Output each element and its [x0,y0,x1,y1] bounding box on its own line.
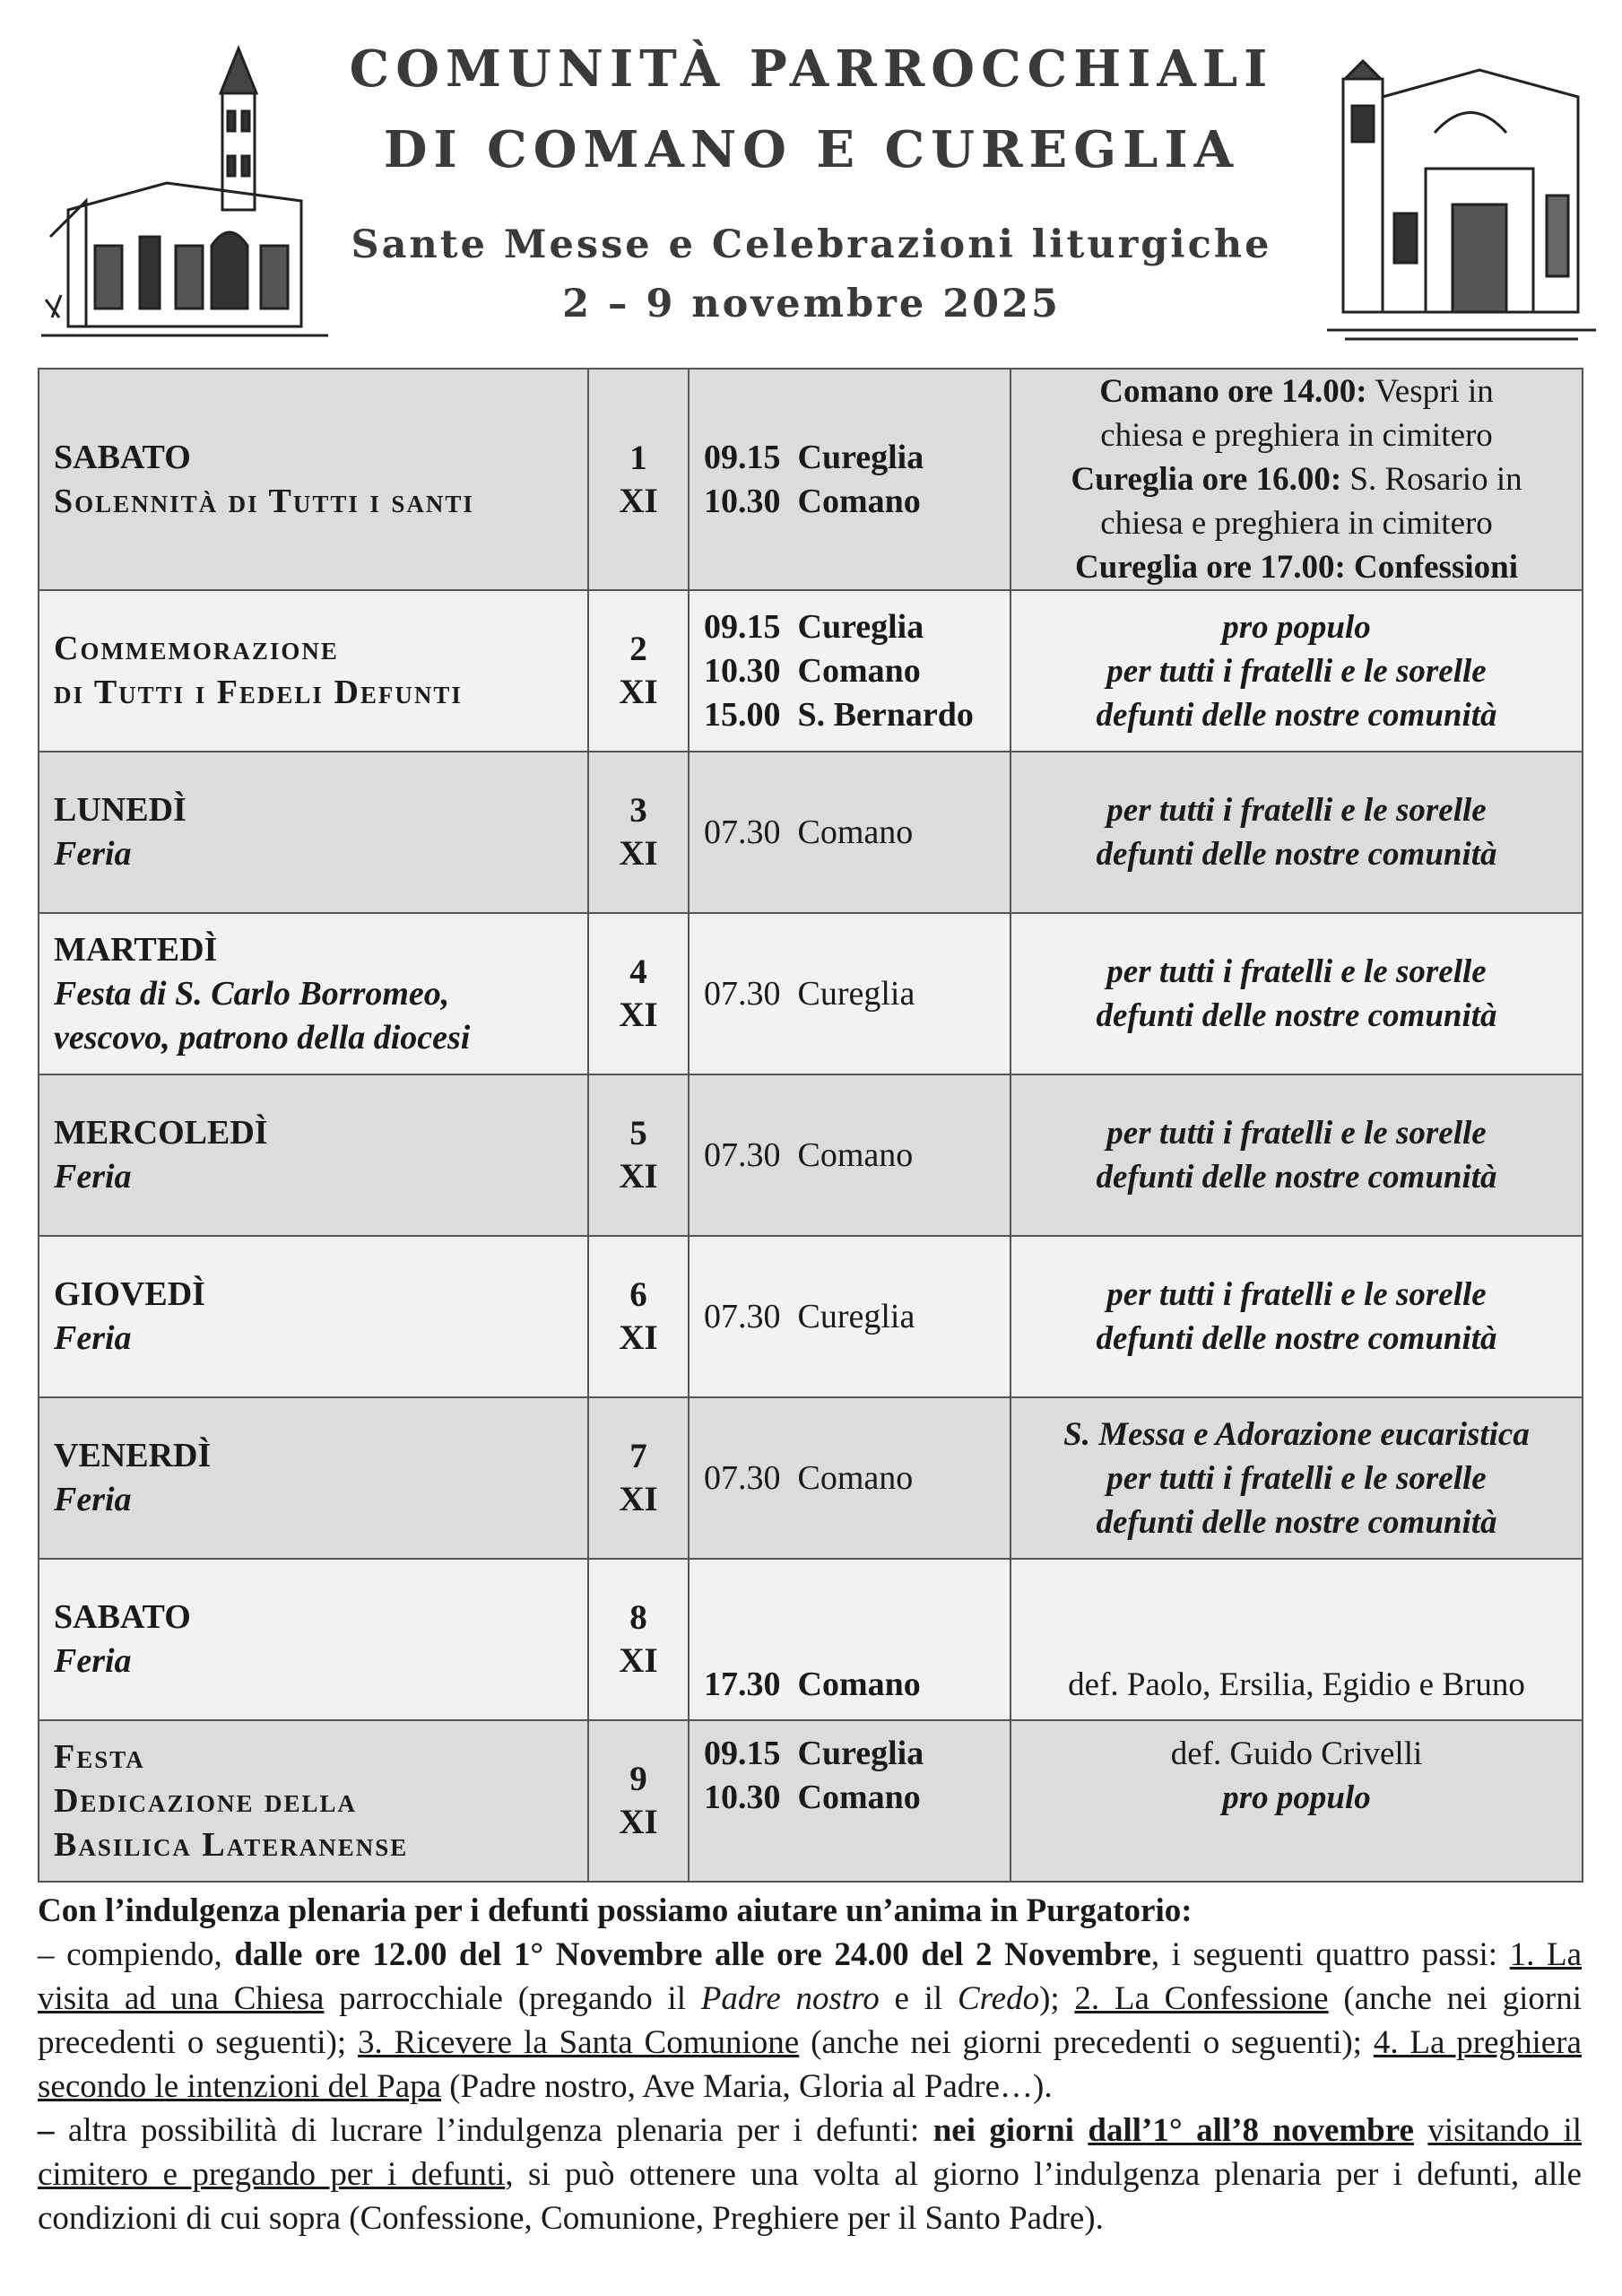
notes-text: e il [879,1980,958,2017]
schedule-row [39,1559,1583,1720]
date-day: 1 [629,438,647,477]
date-month: XI [619,1157,658,1196]
intention-text: defunti delle nostre comunità [1096,696,1497,734]
day-description: Festa [54,1737,145,1776]
intention-text: defunti delle nostre comunità [1096,836,1497,873]
day-description: Feria [54,835,132,873]
day-description: Solennità di Tutti i santi [54,482,474,520]
schedule-row [39,752,1583,913]
intention-text: per tutti i fratelli e le sorelle [1106,953,1487,990]
intentions-cell [1010,752,1583,913]
day-cell [39,1720,588,1882]
schedule-row [39,1236,1583,1397]
intentions-cell [1010,913,1583,1074]
date-cell [588,590,689,752]
notes-paragraph-2 [38,2109,1582,2240]
intention-text: per tutti i fratelli e le sorelle [1106,652,1487,690]
day-description: Feria [54,1319,132,1357]
intention-text: per tutti i fratelli e le sorelle [1106,1276,1487,1313]
mass-time: 09.15 Cureglia [704,1735,924,1772]
event-text: chiesa e preghiera in cimitero [1100,505,1493,542]
intentions-cell [1010,369,1583,590]
notes-text: , i seguenti quattro passi: [1150,1936,1510,1973]
date-month: XI [619,1480,658,1518]
mass-times-cell [689,1559,1010,1720]
intention-text: defunti delle nostre comunità [1096,1320,1497,1357]
schedule-row [39,369,1583,590]
day-cell [39,369,588,590]
mass-times-cell [689,1397,1010,1559]
date-month: XI [619,1318,658,1357]
day-description: Feria [54,1481,132,1518]
schedule-row [39,1074,1583,1236]
mass-times-cell [689,1720,1010,1882]
notes-text: 3. Ricevere la Santa Comunione [358,2024,800,2061]
notes-text: altra possibilità di lucrare l’indulgenza plenaria per i defunti: [67,2112,933,2149]
mass-time: 17.30 Comano [704,1665,921,1703]
notes-paragraph-1 [38,1933,1582,2109]
event-label: Comano ore 14.00: [1099,373,1367,410]
intention-text: def. Paolo, Ersilia, Egidio e Bruno [1068,1666,1525,1703]
mass-time: 10.30 Comano [704,651,921,690]
date-cell [588,1559,689,1720]
date-month: XI [619,1641,658,1680]
notes-text: – [38,2112,68,2149]
intention-text: defunti delle nostre comunità [1096,1503,1497,1541]
day-name: MERCOLEDÌ [54,1114,268,1152]
day-name: SABATO [54,438,191,476]
event-label: Cureglia ore 16.00: [1071,461,1342,498]
date-cell [588,1074,689,1236]
date-day: 3 [629,791,647,830]
intention-text: per tutti i fratelli e le sorelle [1106,1459,1487,1497]
notes-text: dall’1° all’8 novembre [1088,2112,1414,2149]
mass-times-cell [689,590,1010,752]
date-day: 9 [629,1760,647,1798]
notes-text: visitando il cimitero e pregando per i defunti [38,2112,1583,2193]
intention-text: defunti delle nostre comunità [1096,997,1497,1034]
mass-time: 07.30 Comano [704,1135,914,1174]
day-description: Festa di S. Carlo Borromeo, [54,974,450,1013]
mass-times-cell [689,913,1010,1074]
schedule-row [39,913,1583,1074]
date-cell [588,913,689,1074]
intention-text: defunti delle nostre comunità [1096,1159,1497,1196]
notes-text: Padre nostro [700,1980,880,2017]
mass-times-cell [689,752,1010,913]
mass-time: 10.30 Comano [704,482,921,520]
day-name: SABATO [54,1598,191,1636]
day-description: Feria [54,1158,132,1196]
schedule-row [39,1720,1583,1882]
day-cell [39,1559,588,1720]
date-day: 8 [629,1598,647,1637]
intentions-cell [1010,1397,1583,1559]
intention-text: S. Messa e Adorazione eucaristica [1063,1415,1530,1453]
day-cell [39,1074,588,1236]
intention-text: per tutti i fratelli e le sorelle [1106,1115,1487,1152]
notes-heading: Con l’indulgenza plenaria per i defunti possiamo aiutare un’anima in Purgatorio: [38,1892,1193,1929]
church-sketch-right-image [1327,43,1596,352]
day-cell [39,913,588,1074]
notes-text: 1. La visita ad una Chiesa [38,1936,1583,2017]
date-cell [588,1236,689,1397]
notes-text: (Padre nostro, Ave Maria, Gloria al Padre…). [441,2068,1053,2105]
notes-text: , si può ottenere una volta al giorno l’indulgenza plenaria per i defunti, alle condizioni di cui sopra (Confessione, Comunione, Preghiere per il Santo Padre). [38,2156,1582,2237]
parish-title-line2: DI COMANO E CUREGLIA [383,120,1240,179]
day-name: GIOVEDÌ [54,1275,205,1313]
notes-text [1414,2112,1427,2149]
page-header [0,0,1622,359]
date-day: 5 [629,1114,647,1152]
intention-text: pro populo [1222,608,1371,646]
notes-text: (anche nei giorni precedenti o seguenti); [38,1980,1582,2061]
mass-time: 15.00 S. Bernardo [704,695,974,734]
mass-time: 07.30 Comano [704,1458,914,1497]
day-cell [39,1397,588,1559]
notes-text: dalle ore 12.00 del 1° Novembre alle ore 24.00 del 2 Novembre [234,1936,1151,1973]
schedule-row [39,1397,1583,1559]
day-description: Basilica Lateranense [54,1825,409,1864]
notes-text: – compiendo, [38,1936,235,1973]
day-description: Dedicazione della [54,1781,358,1820]
notes-text: Credo [957,1980,1040,2017]
intention-text: pro populo [1222,1779,1371,1816]
schedule-row [39,590,1583,752]
event-text: Vespri in [1366,373,1494,410]
date-day: 7 [629,1437,647,1475]
notes-text: 2. La Confessione [1074,1980,1329,2017]
day-description: vescovo, patrono della diocesi [54,1018,471,1057]
date-cell [588,752,689,913]
day-description: Feria [54,1642,132,1680]
date-month: XI [619,673,658,711]
event-text: S. Rosario in [1341,461,1522,498]
day-description: di Tutti i Fedeli Defunti [54,674,463,711]
day-cell [39,590,588,752]
intentions-cell [1010,1236,1583,1397]
event-text: chiesa e preghiera in cimitero [1100,417,1493,454]
date-day: 6 [629,1275,647,1314]
mass-times-cell [689,369,1010,590]
mass-time: 10.30 Comano [704,1779,921,1816]
intentions-cell [1010,1074,1583,1236]
parish-title-line1: COMUNITÀ PARROCCHIALI [349,39,1274,99]
date-cell [588,1397,689,1559]
mass-times-cell [689,1236,1010,1397]
notes-text: (anche nei giorni precedenti o seguenti); [799,2024,1374,2061]
date-day: 2 [629,630,647,668]
intention-text: def. Guido Crivelli [1170,1735,1423,1772]
date-month: XI [619,834,658,873]
day-cell [39,752,588,913]
notes-text: 4. La preghiera secondo le intenzioni del Papa [38,2024,1582,2105]
date-cell [588,369,689,590]
date-day: 4 [629,952,647,991]
indulgence-notes [38,1889,1582,2240]
day-name: LUNEDÌ [54,791,186,829]
date-month: XI [619,481,658,520]
schedule-subtitle: Sante Messe e Celebrazioni liturgiche [351,222,1272,267]
mass-time: 09.15 Cureglia [704,438,924,476]
date-month: XI [619,996,658,1034]
date-cell [588,1720,689,1882]
notes-text: parrocchiale (pregando il [324,1980,701,2017]
mass-time: 07.30 Cureglia [704,974,915,1013]
day-description: Commemorazione [54,630,339,667]
mass-time: 07.30 Cureglia [704,1297,915,1335]
mass-times-cell [689,1074,1010,1236]
schedule-dates: 2 – 9 novembre 2025 [562,282,1061,326]
notes-text: ); [1039,1980,1075,2017]
notes-text: nei giorni [932,2112,1089,2149]
date-month: XI [619,1803,658,1841]
event-label: Cureglia ore 17.00: Confessioni [1074,549,1518,586]
mass-time: 07.30 Comano [704,813,914,851]
day-name: VENERDÌ [54,1437,212,1474]
intentions-cell [1010,1720,1583,1882]
intentions-cell [1010,1559,1583,1720]
intention-text: per tutti i fratelli e le sorelle [1106,792,1487,829]
mass-time: 09.15 Cureglia [704,607,924,646]
day-cell [39,1236,588,1397]
intentions-cell [1010,590,1583,752]
mass-schedule-table [38,368,1583,1883]
day-name: MARTEDÌ [54,930,218,969]
